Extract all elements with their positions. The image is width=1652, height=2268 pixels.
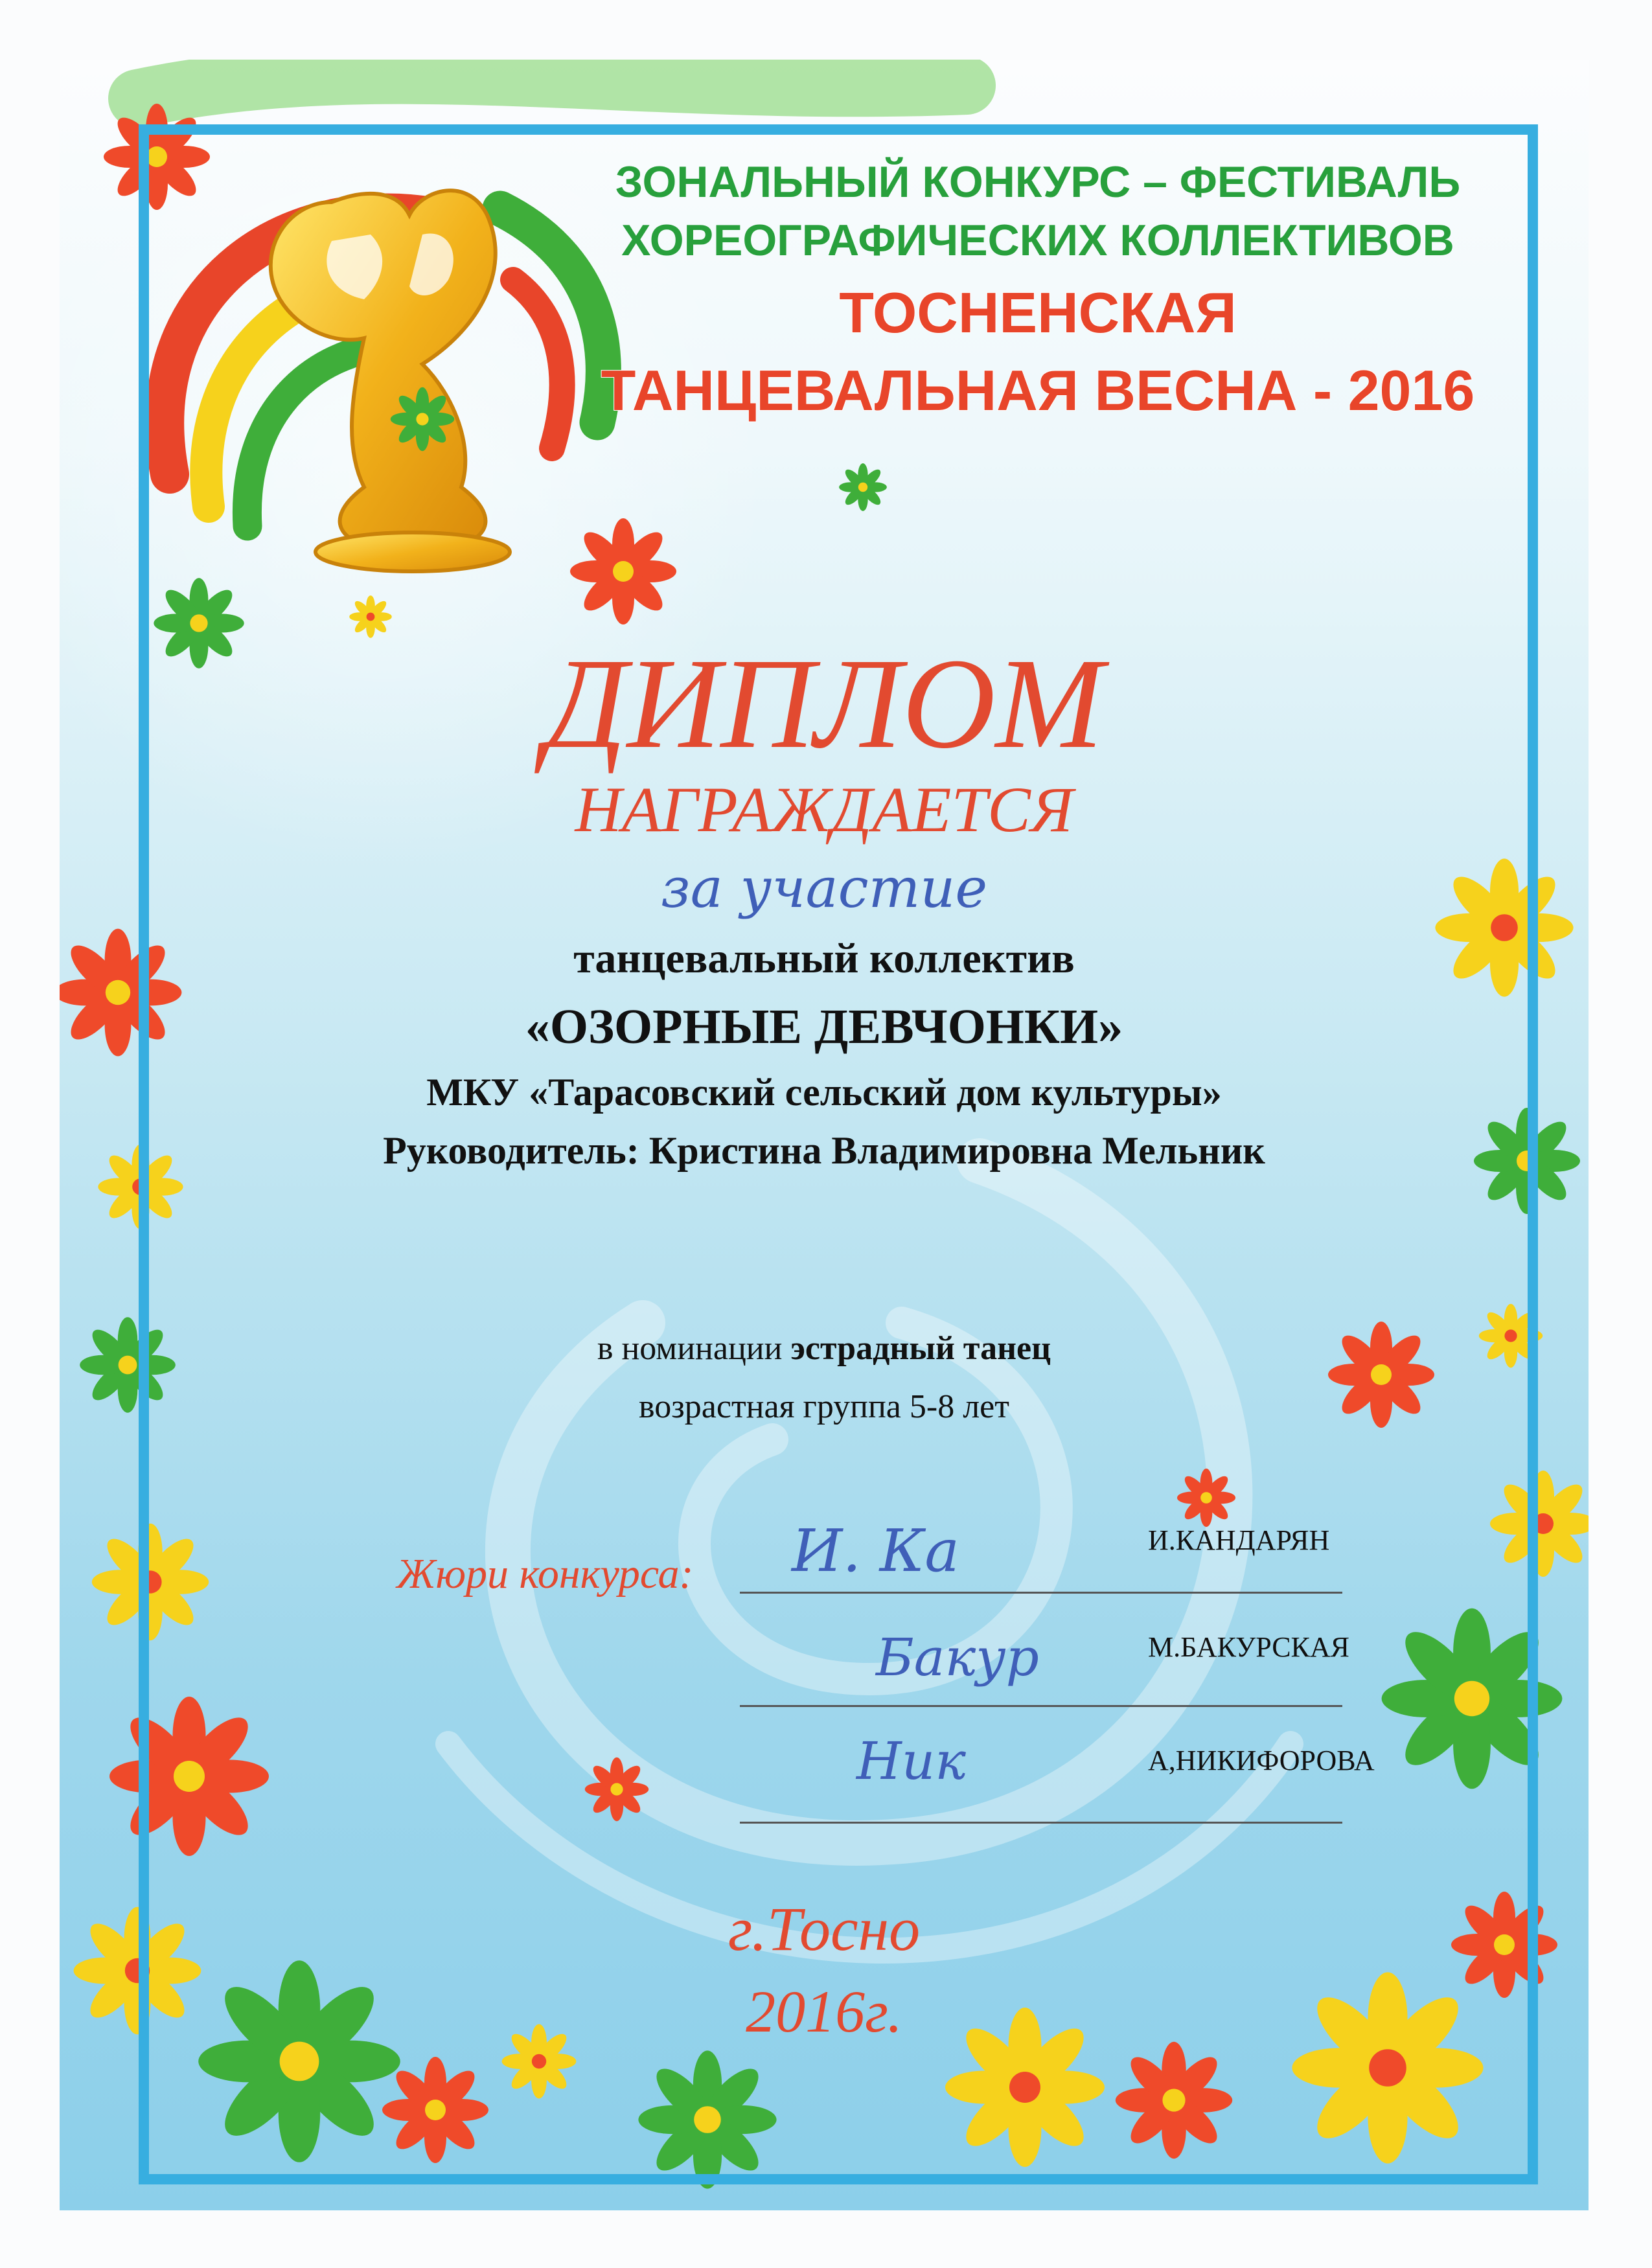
footer-city: г.Тосно	[728, 1894, 921, 1964]
jury-name-3: А,НИКИФОРОВА	[1148, 1745, 1375, 1776]
jury-signature-1: И. Ка	[792, 1517, 960, 1585]
handwritten-reason: за участие	[660, 856, 988, 920]
signature-line-1	[740, 1592, 1342, 1594]
jury-signature-2: Бакур	[876, 1627, 1039, 1688]
nomination-prefix: в номинации	[597, 1330, 791, 1367]
signature-line-3	[740, 1822, 1342, 1824]
jury-signature-3: Ник	[856, 1731, 967, 1791]
jury-label: Жюри конкурса:	[396, 1550, 694, 1598]
awarded-label: НАГРАЖДАЕТСЯ	[575, 773, 1073, 845]
institution: МКУ «Тарасовский сельский дом культуры»	[426, 1071, 1222, 1114]
footer-year: 2016г.	[746, 1978, 902, 2045]
diploma-title: ДИПЛОМ	[544, 632, 1104, 775]
header-line-1: ЗОНАЛЬНЫЙ КОНКУРС – ФЕСТИВАЛЬ	[615, 157, 1461, 207]
age-group: возрастная группа 5-8 лет	[639, 1388, 1009, 1425]
collective-name: «ОЗОРНЫЕ ДЕВЧОНКИ»	[525, 1000, 1123, 1054]
jury-name-1: И.КАНДАРЯН	[1148, 1524, 1330, 1556]
header-line-4: ТАНЦЕВАЛЬНАЯ ВЕСНА - 2016	[601, 358, 1475, 422]
jury-name-2: М.БАКУРСКАЯ	[1148, 1631, 1350, 1663]
leader: Руководитель: Кристина Владимировна Мельник	[383, 1129, 1265, 1172]
collective-label: танцевальный коллектив	[573, 935, 1075, 982]
header-line-2: ХОРЕОГРАФИЧЕСКИХ КОЛЛЕКТИВОВ	[621, 216, 1454, 265]
header-line-3: ТОСНЕНСКАЯ	[839, 281, 1237, 345]
nomination-value: эстрадный танец	[790, 1330, 1051, 1367]
nomination-line	[306, 1329, 1342, 1368]
signature-line-2	[740, 1705, 1342, 1707]
diploma-sheet	[60, 60, 1589, 2210]
